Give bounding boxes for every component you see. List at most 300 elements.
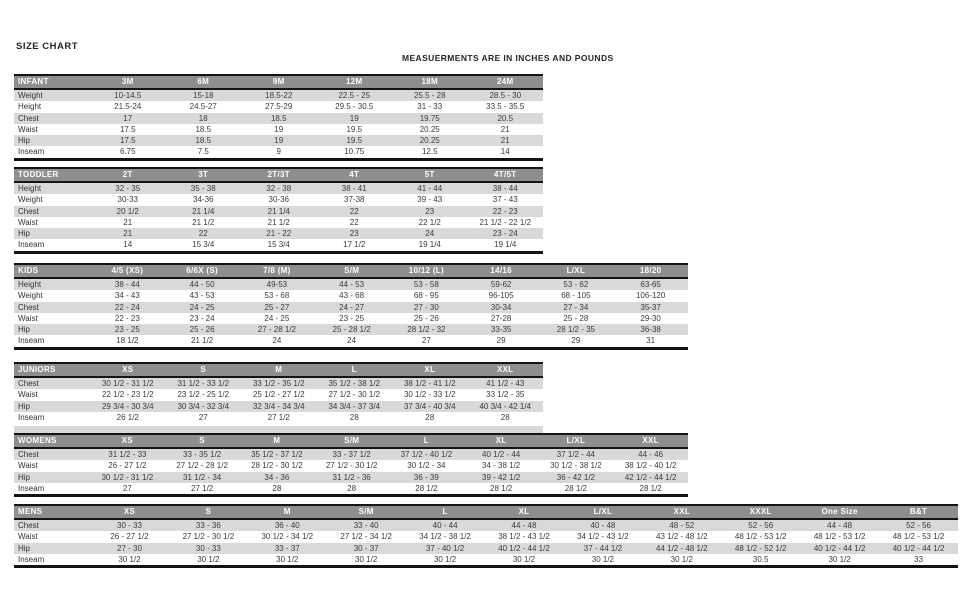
measurement-label: Weight — [14, 290, 90, 301]
category-header: JUNIORS — [14, 363, 90, 377]
measurement-value: 28 1/2 — [464, 483, 539, 496]
measurement-value: 21 — [468, 124, 544, 135]
measurement-value: 44 - 46 — [613, 448, 688, 460]
measurement-value: 30 1/2 — [90, 554, 169, 567]
measurement-value: 41 - 44 — [392, 182, 468, 194]
measurement-value: 23 1/2 - 25 1/2 — [166, 389, 242, 400]
measurement-value: 21 1/2 — [166, 217, 242, 228]
measurement-value: 33 - 37 — [248, 543, 327, 554]
table-row — [14, 460, 688, 471]
measurement-value: 30.5 — [721, 554, 800, 567]
size-column-header: L — [389, 434, 464, 448]
measurement-value: 37 - 44 1/2 — [563, 543, 642, 554]
measurement-value: 48 1/2 - 53 1/2 — [721, 531, 800, 542]
measurement-value: 38 1/2 - 41 1/2 — [392, 377, 468, 389]
table-header-row — [14, 168, 543, 182]
measurement-label: Waist — [14, 124, 90, 135]
measurement-value: 35 - 38 — [166, 182, 242, 194]
size-column-header: M — [241, 363, 317, 377]
measurement-value: 68 - 105 — [539, 290, 614, 301]
measurement-value: 31 1/2 - 33 1/2 — [166, 377, 242, 389]
size-column-header: M — [240, 434, 315, 448]
measurement-value: 19 1/4 — [392, 239, 468, 252]
measurement-value: 27 - 34 — [539, 302, 614, 313]
measurement-value: 24.5-27 — [166, 101, 242, 112]
measurement-value: 21 1/2 — [241, 217, 317, 228]
measurement-value: 27 1/2 - 30 1/2 — [314, 460, 389, 471]
measurement-value: 39 - 43 — [392, 194, 468, 205]
measurement-value: 26 - 27 1/2 — [90, 460, 165, 471]
table-row — [14, 412, 543, 425]
measurement-value: 19.75 — [392, 113, 468, 124]
measurement-label: Hip — [14, 543, 90, 554]
measurement-label: Inseam — [14, 483, 90, 496]
measurement-value: 40 1/2 - 44 1/2 — [800, 543, 879, 554]
measurement-label: Hip — [14, 228, 90, 239]
table-row — [14, 313, 688, 324]
measurement-value: 22 1/2 — [392, 217, 468, 228]
measurement-value: 9 — [241, 146, 317, 159]
measurement-value: 30 1/2 — [327, 554, 406, 567]
measurement-value: 33 - 40 — [327, 519, 406, 531]
table-row — [14, 302, 688, 313]
measurement-value: 30 1/2 — [169, 554, 248, 567]
table-header-row — [14, 434, 688, 448]
measurement-value: 34 1/2 - 43 1/2 — [563, 531, 642, 542]
measurement-value: 30 3/4 - 32 3/4 — [166, 401, 242, 412]
measurement-label: Height — [14, 182, 90, 194]
table-row — [14, 206, 543, 217]
measurement-value: 24 — [240, 335, 315, 348]
measurement-value: 28 1/2 - 32 — [389, 324, 464, 335]
measurement-value: 43 - 53 — [165, 290, 240, 301]
measurement-value: 68 - 95 — [389, 290, 464, 301]
measurement-value: 32 - 38 — [241, 182, 317, 194]
table-row — [14, 377, 543, 389]
table-row — [14, 401, 543, 412]
size-column-header: 6/6X (S) — [165, 264, 240, 278]
measurement-value: 52 - 56 — [721, 519, 800, 531]
measurement-label: Waist — [14, 389, 90, 400]
measurement-label: Inseam — [14, 554, 90, 567]
measurement-value: 22 - 23 — [90, 313, 165, 324]
measurement-value: 30 1/2 — [485, 554, 564, 567]
measurement-value: 53 - 62 — [539, 278, 614, 290]
measurement-value: 21 — [90, 217, 166, 228]
measurement-value: 38 1/2 - 43 1/2 — [485, 531, 564, 542]
table-row — [14, 324, 688, 335]
measurement-value: 43 1/2 - 48 1/2 — [642, 531, 721, 542]
size-table-womens — [14, 433, 688, 497]
measurement-value: 43 - 68 — [314, 290, 389, 301]
measurement-value: 19.5 — [317, 135, 393, 146]
measurement-value: 33 — [879, 554, 958, 567]
measurement-value: 37 - 43 — [468, 194, 544, 205]
measurement-label: Chest — [14, 519, 90, 531]
measurement-value: 28 1/2 — [613, 483, 688, 496]
measurement-value: 21 — [468, 135, 544, 146]
measurement-value: 25 - 28 1/2 — [314, 324, 389, 335]
measurement-label: Waist — [14, 313, 90, 324]
measurement-value: 25.5 - 28 — [392, 89, 468, 101]
size-column-header: 2T/3T — [241, 168, 317, 182]
measurement-value: 53 - 58 — [389, 278, 464, 290]
measurement-value: 30-34 — [464, 302, 539, 313]
measurement-value: 28.5 - 30 — [468, 89, 544, 101]
table-row — [14, 335, 688, 348]
table-row — [14, 182, 543, 194]
measurement-value: 31 1/2 - 34 — [165, 472, 240, 483]
measurement-value: 28 1/2 - 35 — [539, 324, 614, 335]
measurement-label: Weight — [14, 89, 90, 101]
measurement-value: 48 1/2 - 52 1/2 — [721, 543, 800, 554]
measurement-value: 28 — [314, 483, 389, 496]
measurement-value: 40 1/2 - 44 1/2 — [879, 543, 958, 554]
category-header: TODDLER — [14, 168, 90, 182]
measurement-value: 19 — [241, 124, 317, 135]
measurement-value: 30 1/2 - 31 1/2 — [90, 472, 165, 483]
measurement-value: 21 — [90, 228, 166, 239]
measurement-value: 22.5 - 25 — [317, 89, 393, 101]
size-column-header: S/M — [314, 264, 389, 278]
table-row — [14, 89, 543, 101]
size-column-header: 3T — [166, 168, 242, 182]
measurement-value: 14 — [90, 239, 166, 252]
measurement-value: 20.25 — [392, 124, 468, 135]
measurement-value: 28 — [392, 412, 468, 425]
size-column-header: 4/5 (XS) — [90, 264, 165, 278]
measurement-value: 20 1/2 — [90, 206, 166, 217]
measurement-value: 29-30 — [613, 313, 688, 324]
measurement-value: 29.5 - 30.5 — [317, 101, 393, 112]
measurement-value: 36-38 — [613, 324, 688, 335]
measurement-value: 24 - 25 — [240, 313, 315, 324]
size-table-mens — [14, 504, 958, 568]
measurement-value: 44 - 48 — [485, 519, 564, 531]
measurement-value: 28 1/2 - 30 1/2 — [240, 460, 315, 471]
measurement-value: 21 1/2 — [165, 335, 240, 348]
table-row — [14, 483, 688, 496]
size-column-header: 4T/5T — [468, 168, 544, 182]
measurement-value: 18.5-22 — [241, 89, 317, 101]
measurement-value: 35 1/2 - 38 1/2 — [317, 377, 393, 389]
measurement-value: 27 — [166, 412, 242, 425]
table-row — [14, 217, 543, 228]
measurement-value: 21 - 22 — [241, 228, 317, 239]
measurement-value: 38 - 41 — [317, 182, 393, 194]
measurement-value: 30 1/2 - 31 1/2 — [90, 377, 166, 389]
measurement-value: 10.75 — [317, 146, 393, 159]
table-header-row — [14, 363, 543, 377]
measurement-value: 96-105 — [464, 290, 539, 301]
size-column-header: L/XL — [563, 505, 642, 519]
measurement-value: 40 1/2 - 44 — [464, 448, 539, 460]
measurement-label: Chest — [14, 206, 90, 217]
measurement-value: 44 1/2 - 48 1/2 — [642, 543, 721, 554]
size-column-header: 2T — [90, 168, 166, 182]
size-column-header: M — [248, 505, 327, 519]
table-row — [14, 194, 543, 205]
size-column-header: XL — [485, 505, 564, 519]
size-table-toddler — [14, 167, 543, 254]
table-row — [14, 278, 688, 290]
table-row — [14, 124, 543, 135]
measurement-value: 30 1/2 - 34 — [389, 460, 464, 471]
size-column-header: 10/12 (L) — [389, 264, 464, 278]
measurement-value: 32 - 35 — [90, 182, 166, 194]
measurement-value: 30 1/2 - 38 1/2 — [539, 460, 614, 471]
measurement-value: 27 1/2 — [165, 483, 240, 496]
measurement-label: Inseam — [14, 146, 90, 159]
table-row — [14, 472, 688, 483]
measurement-value: 28 1/2 — [539, 483, 614, 496]
measurement-value: 27 — [389, 335, 464, 348]
measurement-value: 40 - 44 — [406, 519, 485, 531]
measurement-value: 17 1/2 — [317, 239, 393, 252]
measurement-label: Height — [14, 278, 90, 290]
measurements-note: MEASUERMENTS ARE IN INCHES AND POUNDS — [402, 53, 614, 63]
measurement-label: Hip — [14, 324, 90, 335]
measurement-value: 27 - 28 1/2 — [240, 324, 315, 335]
measurement-value: 31 1/2 - 36 — [314, 472, 389, 483]
measurement-value: 30 1/2 — [563, 554, 642, 567]
measurement-value: 27 1/2 - 34 1/2 — [327, 531, 406, 542]
measurement-value: 24 - 27 — [314, 302, 389, 313]
measurement-value: 17 — [90, 113, 166, 124]
table-row — [14, 101, 543, 112]
measurement-value: 22 - 24 — [90, 302, 165, 313]
measurement-value: 19 — [317, 113, 393, 124]
measurement-value: 30 - 33 — [90, 519, 169, 531]
measurement-value: 33 1/2 - 35 — [468, 389, 544, 400]
measurement-value: 34 3/4 - 37 3/4 — [317, 401, 393, 412]
measurement-value: 21 1/4 — [166, 206, 242, 217]
measurement-value: 27 - 30 — [90, 543, 169, 554]
measurement-value: 33 - 37 1/2 — [314, 448, 389, 460]
size-table-kids — [14, 263, 688, 350]
measurement-value: 22 — [166, 228, 242, 239]
measurement-value: 23 - 24 — [468, 228, 544, 239]
table-row — [14, 290, 688, 301]
measurement-value: 37 1/2 - 40 1/2 — [389, 448, 464, 460]
size-column-header: XXL — [613, 434, 688, 448]
measurement-value: 33.5 - 35.5 — [468, 101, 544, 112]
size-column-header: S — [165, 434, 240, 448]
measurement-value: 27.5-29 — [241, 101, 317, 112]
page-title: SIZE CHART — [16, 41, 78, 52]
measurement-label: Waist — [14, 531, 90, 542]
measurement-label: Chest — [14, 113, 90, 124]
measurement-value: 38 - 44 — [468, 182, 544, 194]
measurement-value: 35 1/2 - 37 1/2 — [240, 448, 315, 460]
table-row — [14, 519, 958, 531]
measurement-value: 33-35 — [464, 324, 539, 335]
measurement-value: 19.5 — [317, 124, 393, 135]
measurement-value: 37 3/4 - 40 3/4 — [392, 401, 468, 412]
measurement-value: 34 - 43 — [90, 290, 165, 301]
measurement-value: 31 1/2 - 33 — [90, 448, 165, 460]
measurement-value: 42 1/2 - 44 1/2 — [613, 472, 688, 483]
measurement-label: Inseam — [14, 239, 90, 252]
measurement-value: 23 — [392, 206, 468, 217]
measurement-label: Chest — [14, 377, 90, 389]
table-row — [14, 554, 958, 567]
measurement-label: Hip — [14, 135, 90, 146]
measurement-value: 14 — [468, 146, 544, 159]
measurement-value: 30 - 33 — [169, 543, 248, 554]
measurement-value: 34 - 36 — [240, 472, 315, 483]
measurement-value: 19 1/4 — [468, 239, 544, 252]
measurement-value: 22 — [317, 217, 393, 228]
measurement-value: 28 — [468, 412, 544, 425]
measurement-value: 31 — [613, 335, 688, 348]
size-column-header: 12M — [317, 75, 393, 89]
measurement-value: 23 - 25 — [90, 324, 165, 335]
measurement-value: 29 3/4 - 30 3/4 — [90, 401, 166, 412]
measurement-value: 23 - 24 — [165, 313, 240, 324]
measurement-value: 30-36 — [241, 194, 317, 205]
measurement-value: 52 - 56 — [879, 519, 958, 531]
measurement-value: 18 — [166, 113, 242, 124]
measurement-label: Waist — [14, 460, 90, 471]
measurement-value: 25 1/2 - 27 1/2 — [241, 389, 317, 400]
measurement-value: 30-33 — [90, 194, 166, 205]
size-column-header: XS — [90, 505, 169, 519]
size-column-header: 18/20 — [613, 264, 688, 278]
measurement-value: 53 - 68 — [240, 290, 315, 301]
measurement-value: 34-36 — [166, 194, 242, 205]
measurement-value: 29 — [539, 335, 614, 348]
size-column-header: L — [406, 505, 485, 519]
measurement-value: 44 - 50 — [165, 278, 240, 290]
measurement-value: 27 1/2 - 30 1/2 — [169, 531, 248, 542]
measurement-value: 36 - 40 — [248, 519, 327, 531]
measurement-value: 63-65 — [613, 278, 688, 290]
size-table-infant — [14, 74, 543, 161]
size-column-header: XXL — [642, 505, 721, 519]
table-row — [14, 543, 958, 554]
measurement-value: 34 1/2 - 38 1/2 — [406, 531, 485, 542]
measurement-value: 30 1/2 - 34 1/2 — [248, 531, 327, 542]
size-column-header: 18M — [392, 75, 468, 89]
measurement-value: 41 1/2 - 43 — [468, 377, 544, 389]
size-column-header: S — [166, 363, 242, 377]
measurement-value: 36 - 39 — [389, 472, 464, 483]
size-column-header: 24M — [468, 75, 544, 89]
measurement-label: Inseam — [14, 412, 90, 425]
measurement-label: Waist — [14, 217, 90, 228]
measurement-value: 49-53 — [240, 278, 315, 290]
measurement-label: Weight — [14, 194, 90, 205]
measurement-value: 22 — [317, 206, 393, 217]
measurement-value: 7.5 — [166, 146, 242, 159]
measurement-label: Hip — [14, 472, 90, 483]
measurement-value: 25 - 27 — [240, 302, 315, 313]
measurement-value: 28 1/2 — [389, 483, 464, 496]
table-row — [14, 531, 958, 542]
measurement-value: 34 - 38 1/2 — [464, 460, 539, 471]
measurement-value: 24 — [392, 228, 468, 239]
measurement-value: 18.5 — [166, 135, 242, 146]
measurement-value: 36 - 42 1/2 — [539, 472, 614, 483]
category-header: INFANT — [14, 75, 90, 89]
measurement-value: 32 3/4 - 34 3/4 — [241, 401, 317, 412]
measurement-value: 26 1/2 — [90, 412, 166, 425]
table-row — [14, 113, 543, 124]
size-column-header: S/M — [327, 505, 406, 519]
measurement-value: 33 1/2 - 35 1/2 — [241, 377, 317, 389]
measurement-value: 39 - 42 1/2 — [464, 472, 539, 483]
measurement-value: 15 3/4 — [241, 239, 317, 252]
table-header-row — [14, 264, 688, 278]
size-column-header: 4T — [317, 168, 393, 182]
measurement-value: 27 1/2 — [241, 412, 317, 425]
measurement-value: 48 - 52 — [642, 519, 721, 531]
measurement-value: 48 1/2 - 53 1/2 — [879, 531, 958, 542]
measurement-value: 27 — [90, 483, 165, 496]
size-column-header: XS — [90, 434, 165, 448]
measurement-value: 24 - 25 — [165, 302, 240, 313]
measurement-value: 24 — [314, 335, 389, 348]
size-column-header: L/XL — [539, 264, 614, 278]
size-column-header: XXL — [468, 363, 544, 377]
measurement-label: Hip — [14, 401, 90, 412]
measurement-value: 38 1/2 - 40 1/2 — [613, 460, 688, 471]
measurement-value: 27 - 30 — [389, 302, 464, 313]
measurement-value: 30 1/2 — [406, 554, 485, 567]
measurement-value: 20.5 — [468, 113, 544, 124]
measurement-value: 40 3/4 - 42 1/4 — [468, 401, 544, 412]
measurement-value: 30 1/2 — [800, 554, 879, 567]
measurement-value: 17.5 — [90, 124, 166, 135]
measurement-value: 10-14.5 — [90, 89, 166, 101]
measurement-value: 21 1/4 — [241, 206, 317, 217]
size-column-header: 7/8 (M) — [240, 264, 315, 278]
measurement-value: 35-37 — [613, 302, 688, 313]
measurement-value: 25 - 26 — [389, 313, 464, 324]
measurement-value: 23 — [317, 228, 393, 239]
measurement-value: 22 - 23 — [468, 206, 544, 217]
size-column-header: XS — [90, 363, 166, 377]
measurement-value: 37-38 — [317, 194, 393, 205]
measurement-value: 18.5 — [166, 124, 242, 135]
measurement-value: 38 - 44 — [90, 278, 165, 290]
measurement-value: 40 - 48 — [563, 519, 642, 531]
measurement-label: Inseam — [14, 335, 90, 348]
measurement-value: 44 - 53 — [314, 278, 389, 290]
table-row — [14, 239, 543, 252]
measurement-value: 59-62 — [464, 278, 539, 290]
table-row — [14, 146, 543, 159]
size-column-header: L — [317, 363, 393, 377]
table-header-row — [14, 75, 543, 89]
size-column-header: 6M — [166, 75, 242, 89]
measurement-value: 17.5 — [90, 135, 166, 146]
measurement-value: 15-18 — [166, 89, 242, 101]
measurement-value: 29 — [464, 335, 539, 348]
table-row — [14, 228, 543, 239]
size-column-header: S/M — [314, 434, 389, 448]
measurement-value: 15 3/4 — [166, 239, 242, 252]
measurement-value: 18.5 — [241, 113, 317, 124]
size-column-header: 3M — [90, 75, 166, 89]
measurement-value: 27-28 — [464, 313, 539, 324]
measurement-value: 28 — [317, 412, 393, 425]
measurement-value: 48 1/2 - 53 1/2 — [800, 531, 879, 542]
category-header: MENS — [14, 505, 90, 519]
measurement-label: Chest — [14, 448, 90, 460]
measurement-label: Chest — [14, 302, 90, 313]
